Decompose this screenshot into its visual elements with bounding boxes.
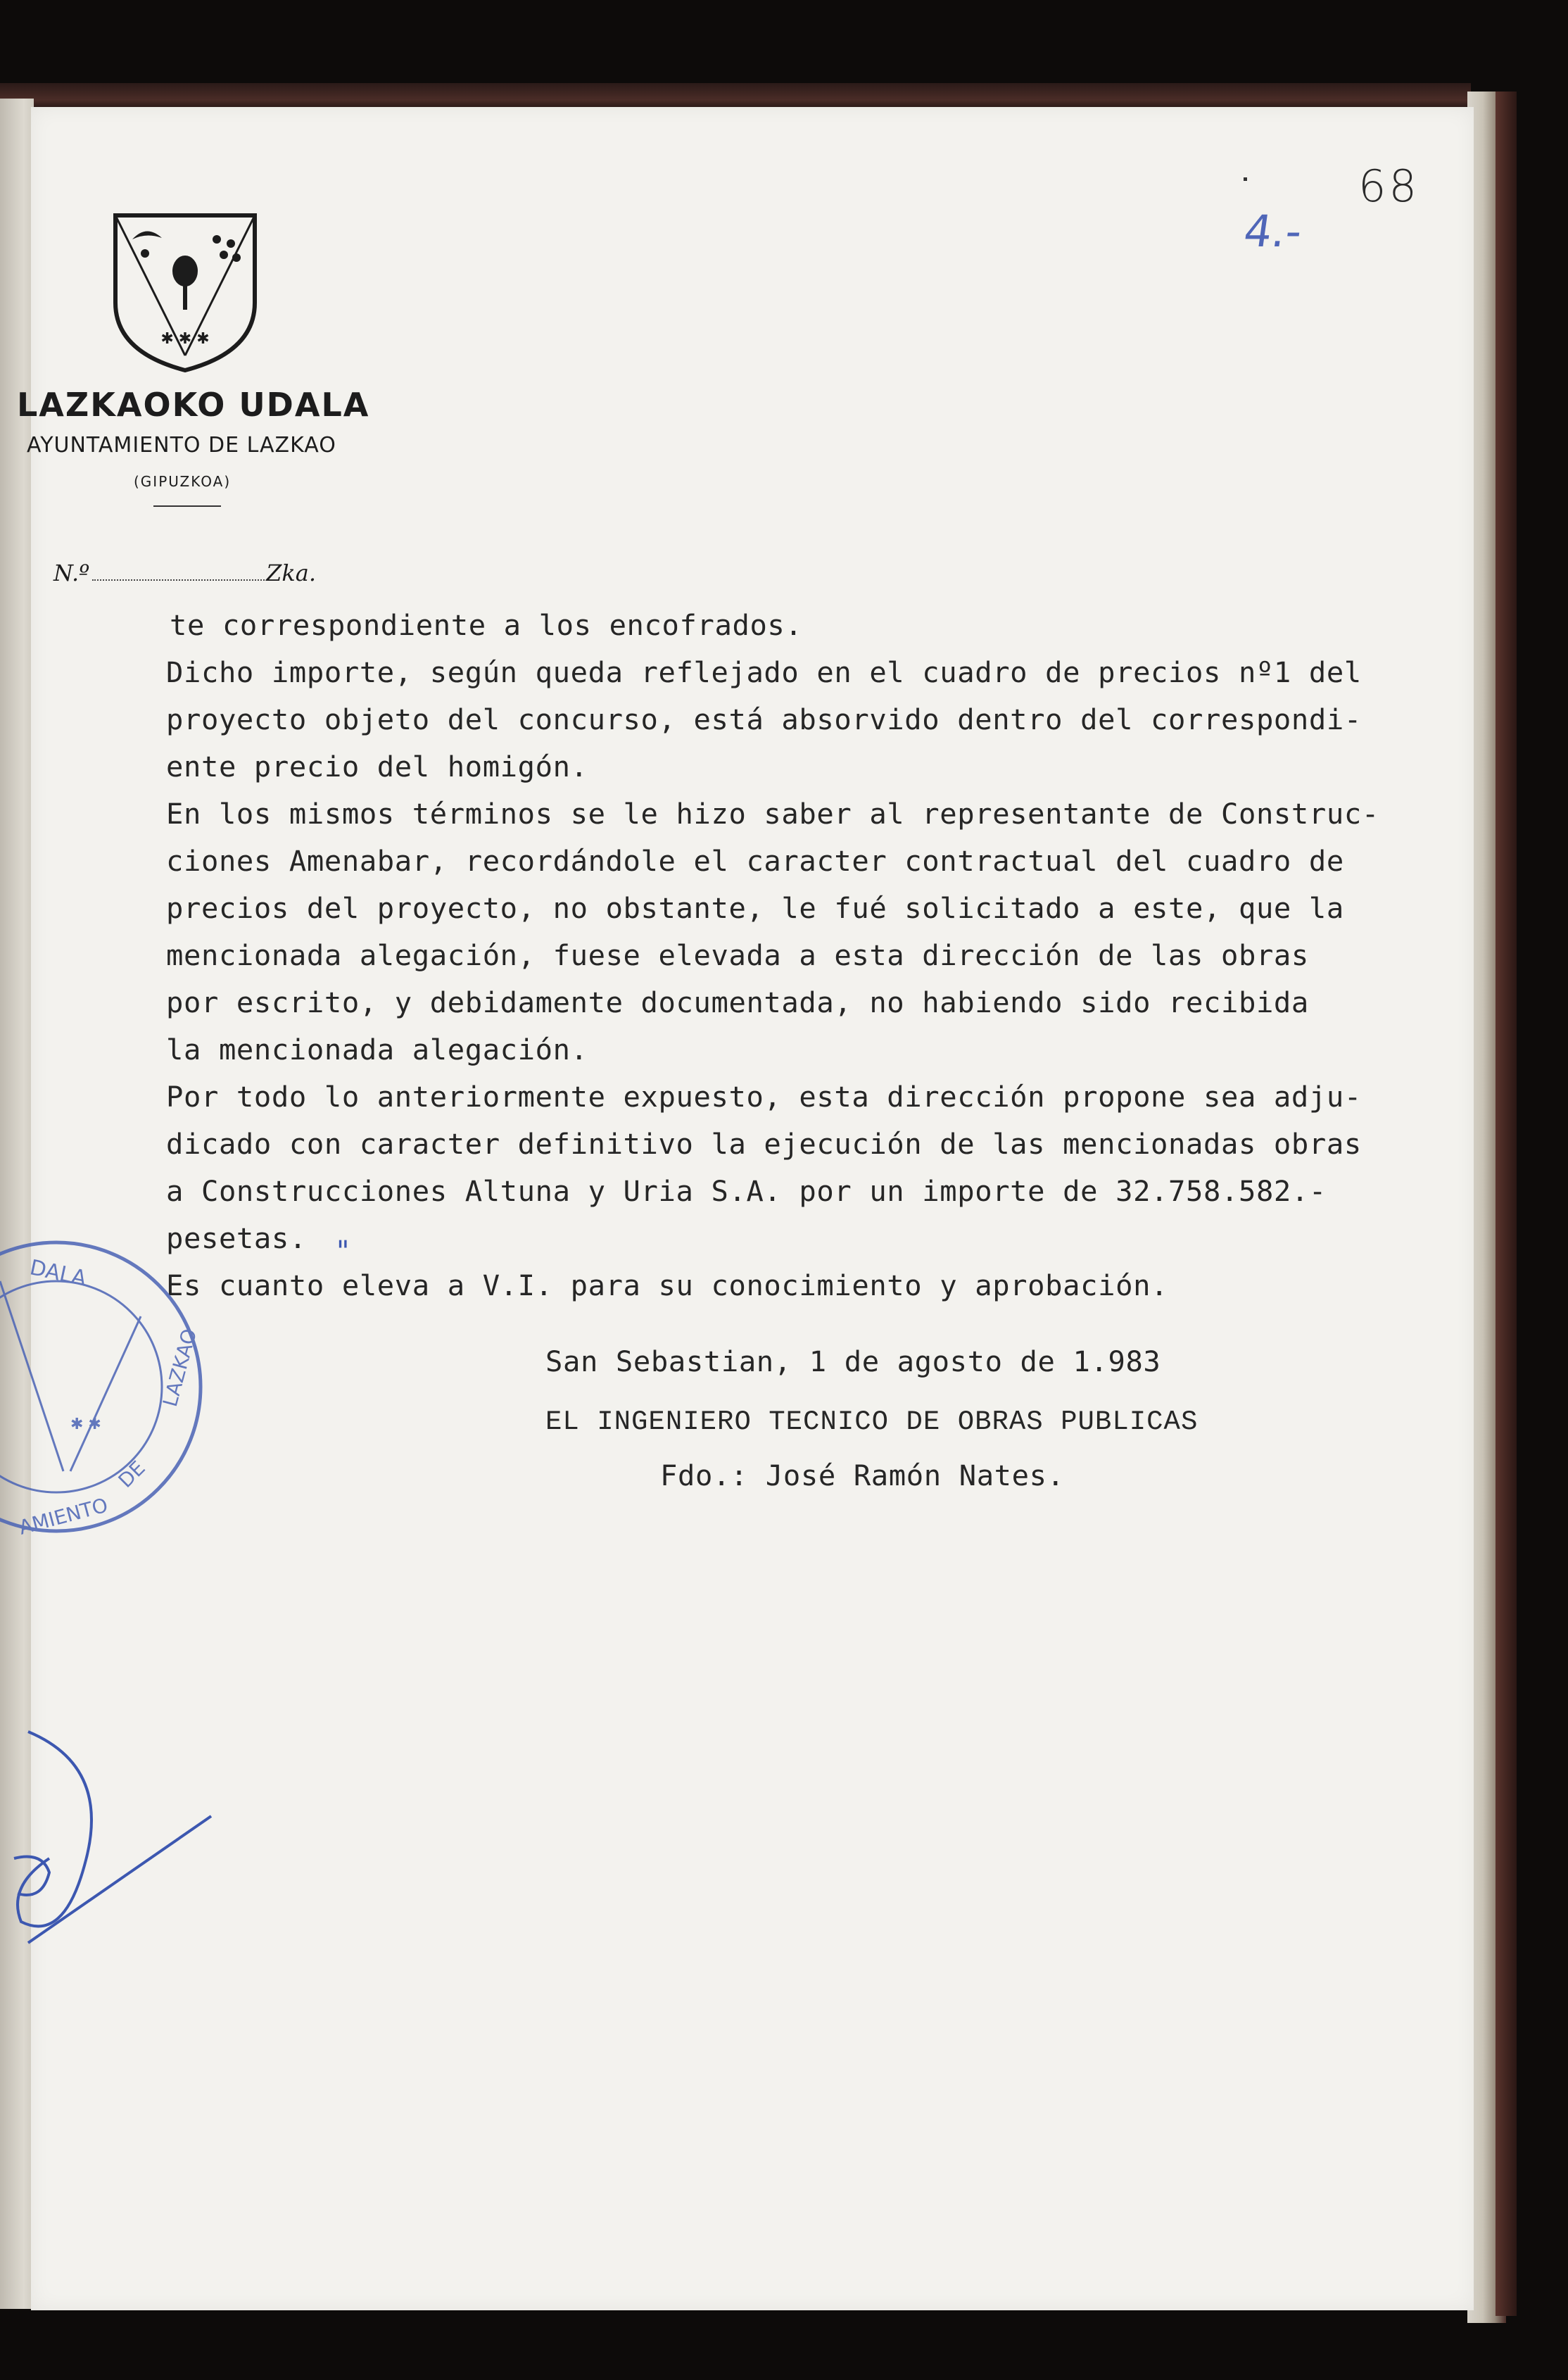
ref-dotted-blank <box>92 577 265 581</box>
coat-of-arms-icon <box>111 211 259 374</box>
body-line: dicado con caracter definitivo la ejecución de las mencionadas obras <box>166 1127 1362 1161</box>
ref-prefix: N.º <box>53 560 90 586</box>
signatory-title: EL INGENIERO TECNICO DE OBRAS PUBLICAS <box>545 1406 1199 1437</box>
svg-text:DALA: DALA <box>27 1255 89 1292</box>
reference-number-line <box>53 560 316 586</box>
handwritten-quote-mark: " <box>336 1235 350 1268</box>
body-line: te correspondiente a los encofrados. <box>170 608 803 642</box>
svg-text:DE: DE <box>113 1456 150 1492</box>
signatory-name: Fdo.: José Ramón Nates. <box>660 1459 1065 1492</box>
book-cover-right <box>1496 92 1517 2316</box>
body-line: la mencionada alegación. <box>166 1033 588 1066</box>
svg-text:✱ ✱: ✱ ✱ <box>70 1416 101 1433</box>
body-line: ente precio del homigón. <box>166 750 588 783</box>
letterhead-divider <box>153 505 221 507</box>
body-line: mencionada alegación, fuese elevada a esta dirección de las obras <box>166 938 1309 972</box>
ref-suffix: Zka. <box>266 560 317 586</box>
svg-text:LAZKAO: LAZKAO <box>158 1326 202 1409</box>
body-line: proyecto objeto del concurso, está absorvido dentro del correspondi- <box>166 703 1362 736</box>
body-line: ciones Amenabar, recordándole el caracter contractual del cuadro de <box>166 844 1344 878</box>
body-line: a Construcciones Altuna y Uria S.A. por un importe de 32.758.582.- <box>166 1174 1327 1208</box>
municipal-stamp-icon <box>0 1239 225 1591</box>
handwritten-page-number: 68 <box>1358 160 1420 212</box>
body-line: pesetas. <box>166 1221 307 1255</box>
body-line: Por todo lo anteriormente expuesto, esta dirección propone sea adju- <box>166 1080 1362 1114</box>
handwritten-signature <box>0 1711 225 1978</box>
letter-body <box>166 602 1475 1309</box>
body-line: Dicho importe, según queda reflejado en el cuadro de precios nº1 del <box>166 655 1362 689</box>
body-line: precios del proyecto, no obstante, le fué solicitado a este, que la <box>166 891 1344 925</box>
body-line: En los mismos términos se le hizo saber al representante de Construc- <box>166 797 1379 831</box>
svg-text:✱ ✱ ✱: ✱ ✱ ✱ <box>160 330 210 348</box>
body-line: Es cuanto eleva a V.I. para su conocimiento y aprobación. <box>166 1268 1169 1302</box>
ink-dot-mark <box>1244 177 1247 181</box>
org-province: (GIPUZKOA) <box>134 473 232 490</box>
handwritten-folio-mark: 4.- <box>1240 206 1305 257</box>
svg-text:AMIENTO: AMIENTO <box>16 1493 110 1540</box>
place-and-date: San Sebastian, 1 de agosto de 1.983 <box>545 1345 1161 1378</box>
org-name: LAZKAOKO UDALA <box>17 386 370 424</box>
org-name-spanish: AYUNTAMIENTO DE LAZKAO <box>27 433 336 458</box>
body-line: por escrito, y debidamente documentada, no habiendo sido recibida <box>166 986 1309 1019</box>
